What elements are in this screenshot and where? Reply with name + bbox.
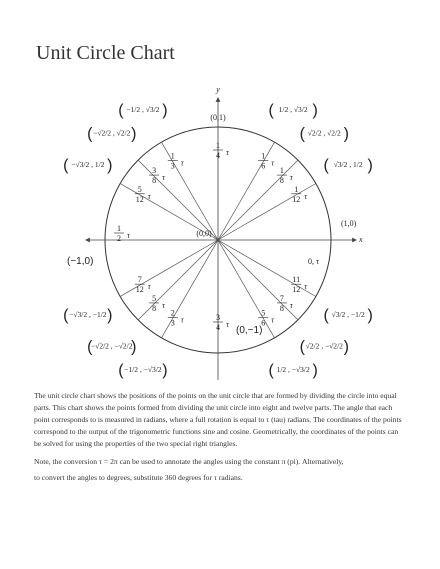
angle-denominator: 4	[216, 151, 220, 160]
angle-numerator: 1	[261, 151, 266, 161]
tau-symbol: τ	[226, 320, 229, 329]
open-paren: (	[299, 338, 305, 356]
tau-symbol: τ	[127, 231, 130, 240]
axis-point-right: (1,0)	[341, 219, 357, 228]
close-paren: )	[107, 156, 113, 174]
tau-symbol: τ	[147, 282, 151, 292]
angle-label-a240	[168, 308, 185, 327]
coordinate-value: −1/2 , −√3/2	[124, 365, 162, 375]
axis-point-bottom: (0,−1)	[236, 325, 263, 336]
close-paren: )	[131, 125, 137, 143]
angle-denominator: 12	[292, 285, 301, 295]
angle-denominator: 4	[216, 323, 220, 332]
coordinate-a300	[268, 362, 317, 379]
coordinate-value: 1/2 , √3/2	[278, 104, 308, 114]
close-paren: )	[343, 125, 349, 143]
angle-numerator: 1	[294, 184, 299, 194]
coordinate-a240	[118, 362, 167, 379]
coordinate-a45	[300, 126, 349, 143]
angle-denominator: 3	[170, 318, 175, 328]
angle-numerator: 11	[292, 275, 301, 285]
angle-numerator: 1	[216, 141, 220, 150]
angle-denominator: 12	[292, 194, 301, 204]
origin-label: (0,0)	[196, 229, 212, 238]
coordinate-a60	[268, 102, 317, 119]
tau-symbol: τ	[289, 173, 293, 183]
angle-numerator: 7	[137, 275, 142, 285]
coordinate-value: −√2/2 , −√2/2	[90, 341, 133, 351]
angle-denominator: 6	[261, 161, 266, 171]
axis-point-top: (0,1)	[210, 113, 226, 122]
tau-symbol: τ	[180, 315, 184, 325]
coordinate-a315	[300, 338, 349, 355]
angle-label-a150	[135, 185, 152, 204]
radius-line-45	[218, 160, 301, 240]
open-paren: (	[87, 338, 93, 356]
coordinate-value: −√3/2 , 1/2	[71, 159, 105, 169]
angle-label-a90	[213, 141, 230, 160]
angle-label-a315	[277, 294, 294, 313]
open-paren: (	[299, 125, 305, 143]
open-paren: (	[118, 101, 124, 119]
coordinate-value: −1/2 , √3/2	[126, 104, 160, 114]
tau-symbol: τ	[289, 300, 293, 310]
paragraph-description: The unit circle chart shows the positions of the points on the unit circle that are formed by dividing the circle into equal parts. This chart shows the points formed from dividing the unit circle into eight and twelve parts. The angle that each point corresponds to is measured in radians, where a full rotation is equal to τ (tau) radians. The coordinates of the points correspond to the output of the trigonometric functions sine and cosine. Geometrically, the coordinates of the points can be solved for using the properties of the two special right triangles.	[34, 391, 402, 448]
coordinate-value: 1/2 , −√3/2	[276, 365, 310, 375]
angle-label-a135	[149, 166, 166, 185]
tau-symbol: τ	[304, 191, 308, 201]
angle-denominator: 2	[117, 234, 121, 243]
angle-numerator: 3	[216, 313, 220, 322]
coordinate-value: √2/2 , √2/2	[307, 128, 341, 138]
angle-denominator: 8	[152, 303, 157, 313]
angle-denominator: 8	[152, 176, 157, 186]
close-paren: )	[162, 101, 168, 119]
paragraph-note: Note, the conversion τ = 2π can be used to annotate the angles using the constant π (pi). Alternatively,	[34, 457, 344, 466]
unit-circle-diagram	[0, 80, 440, 380]
angle-denominator: 3	[170, 161, 175, 171]
angle-label-a330	[291, 275, 308, 294]
angle-label-a60	[258, 152, 275, 171]
coordinate-value: −√3/2 , −1/2	[69, 310, 107, 320]
angle-numerator: 1	[170, 151, 175, 161]
angle-denominator: 6	[261, 318, 266, 328]
x-axis-label: x	[359, 235, 363, 244]
angle-denominator: 12	[135, 285, 144, 295]
angle-numerator: 1	[117, 224, 121, 233]
angle-label-zero: 0, τ	[308, 257, 320, 266]
open-paren: (	[63, 156, 69, 174]
angle-denominator: 8	[279, 303, 284, 313]
close-paren: )	[131, 338, 137, 356]
open-paren: (	[268, 362, 274, 380]
coordinate-a150	[63, 157, 112, 174]
tau-symbol: τ	[180, 158, 184, 168]
angle-numerator: 7	[279, 293, 284, 303]
radius-line-30	[218, 184, 316, 241]
explanation-text	[34, 390, 406, 488]
tau-symbol: τ	[304, 282, 308, 292]
tau-symbol: τ	[162, 300, 165, 310]
angle-denominator: 12	[135, 194, 144, 204]
angle-numerator: 5	[152, 293, 157, 303]
coordinate-a120	[118, 102, 167, 119]
tau-symbol: τ	[271, 158, 275, 168]
axis-point-left: (−1,0)	[67, 256, 94, 267]
radius-line-330	[218, 240, 316, 297]
coordinate-value: −√2/2 , √2/2	[93, 128, 131, 138]
tau-symbol: τ	[162, 173, 165, 183]
coordinate-a30	[323, 157, 372, 174]
close-paren: )	[343, 338, 349, 356]
angle-numerator: 2	[170, 308, 175, 318]
coordinate-value: √3/2 , 1/2	[333, 159, 363, 169]
open-paren: (	[323, 307, 329, 325]
close-paren: )	[312, 101, 318, 119]
open-paren: (	[118, 362, 124, 380]
angle-label-a30	[291, 185, 308, 204]
angle-label-a210	[135, 275, 152, 294]
radius-line-315	[218, 240, 301, 320]
paragraph-conversion: to convert the angles to degrees, substitute 360 degrees for τ radians.	[34, 473, 243, 482]
unit-circle-svg	[0, 80, 440, 380]
angle-label-a270	[213, 313, 230, 332]
close-paren: )	[107, 307, 113, 325]
open-paren: (	[268, 101, 274, 119]
coordinate-a135	[87, 126, 136, 143]
close-paren: )	[162, 362, 168, 380]
tau-symbol: τ	[226, 148, 229, 157]
close-paren: )	[367, 307, 373, 325]
close-paren: )	[367, 156, 373, 174]
coordinate-a225	[87, 338, 136, 355]
open-paren: (	[87, 125, 93, 143]
angle-label-a45	[277, 166, 294, 185]
coordinate-a210	[63, 307, 112, 324]
open-paren: (	[323, 156, 329, 174]
coordinate-value: √3/2 , −1/2	[331, 310, 365, 320]
page-title: Unit Circle Chart	[36, 42, 175, 64]
angle-numerator: 3	[152, 166, 157, 176]
coordinate-a330	[323, 307, 372, 324]
coordinate-value: √2/2 , −√2/2	[305, 341, 343, 351]
radius-line-225	[135, 240, 218, 320]
y-axis-label: y	[216, 85, 220, 94]
angle-numerator: 1	[279, 166, 284, 176]
angle-numerator: 5	[137, 184, 142, 194]
close-paren: )	[312, 362, 318, 380]
tau-symbol: τ	[271, 315, 275, 325]
angle-label-a225	[149, 294, 166, 313]
open-paren: (	[63, 307, 69, 325]
tau-symbol: τ	[147, 191, 151, 201]
angle-denominator: 8	[279, 176, 284, 186]
angle-numerator: 5	[261, 308, 266, 318]
